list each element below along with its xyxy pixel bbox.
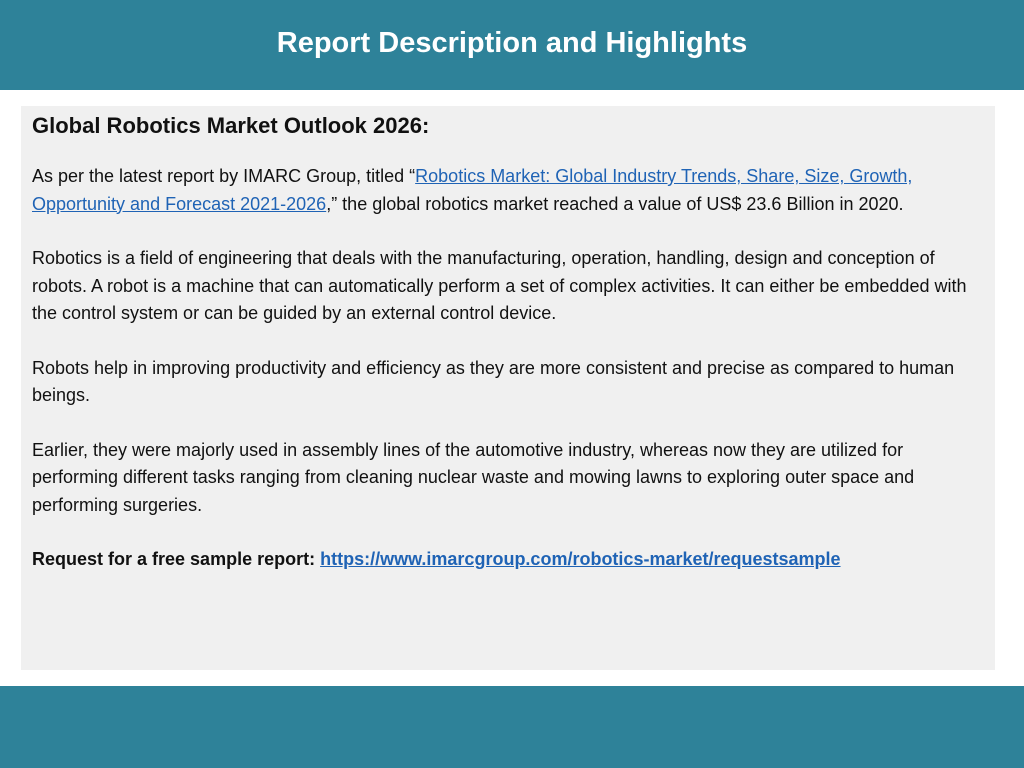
intro-suffix: ,” the global robotics market reached a value of US$ 23.6 Billion in 2020.: [326, 193, 904, 214]
report-title-link[interactable]: Robotics Market: Global Industry Trends, Share, Size, Growth, Opportunity and Forecast 2021-2026: [32, 166, 913, 214]
header-bar: [0, 0, 1024, 90]
footer-bar: [0, 686, 1024, 768]
robotics-definition-paragraph: Robotics is a field of engineering that deals with the manufacturing, operation, handling, design and conception of robots. A robot is a machine that can automatically perform a set of complex activities. It can either be embedded with the control system or can be guided by an external control device.: [32, 248, 967, 323]
intro-paragraph: [32, 163, 985, 218]
sample-request-link[interactable]: https://www.imarcgroup.com/robotics-market/requestsample: [320, 549, 841, 569]
page-title: Report Description and Highlights: [276, 26, 748, 59]
intro-prefix: As per the latest report by IMARC Group, titled “: [32, 166, 416, 186]
sample-request-line: [32, 546, 985, 574]
productivity-paragraph: Robots help in improving productivity and efficiency as they are more consistent and precise as compared to human beings.: [32, 357, 955, 405]
applications-paragraph: Earlier, they were majorly used in assembly lines of the automotive industry, whereas now they are utilized for performing different tasks ranging from cleaning nuclear waste and mowing lawns to exploring outer space and performing surgeries.: [32, 439, 915, 515]
sample-request-label: Request for a free sample report:: [32, 549, 316, 569]
outlook-heading: Global Robotics Market Outlook 2026:: [32, 113, 430, 138]
report-description-panel: [21, 106, 995, 670]
